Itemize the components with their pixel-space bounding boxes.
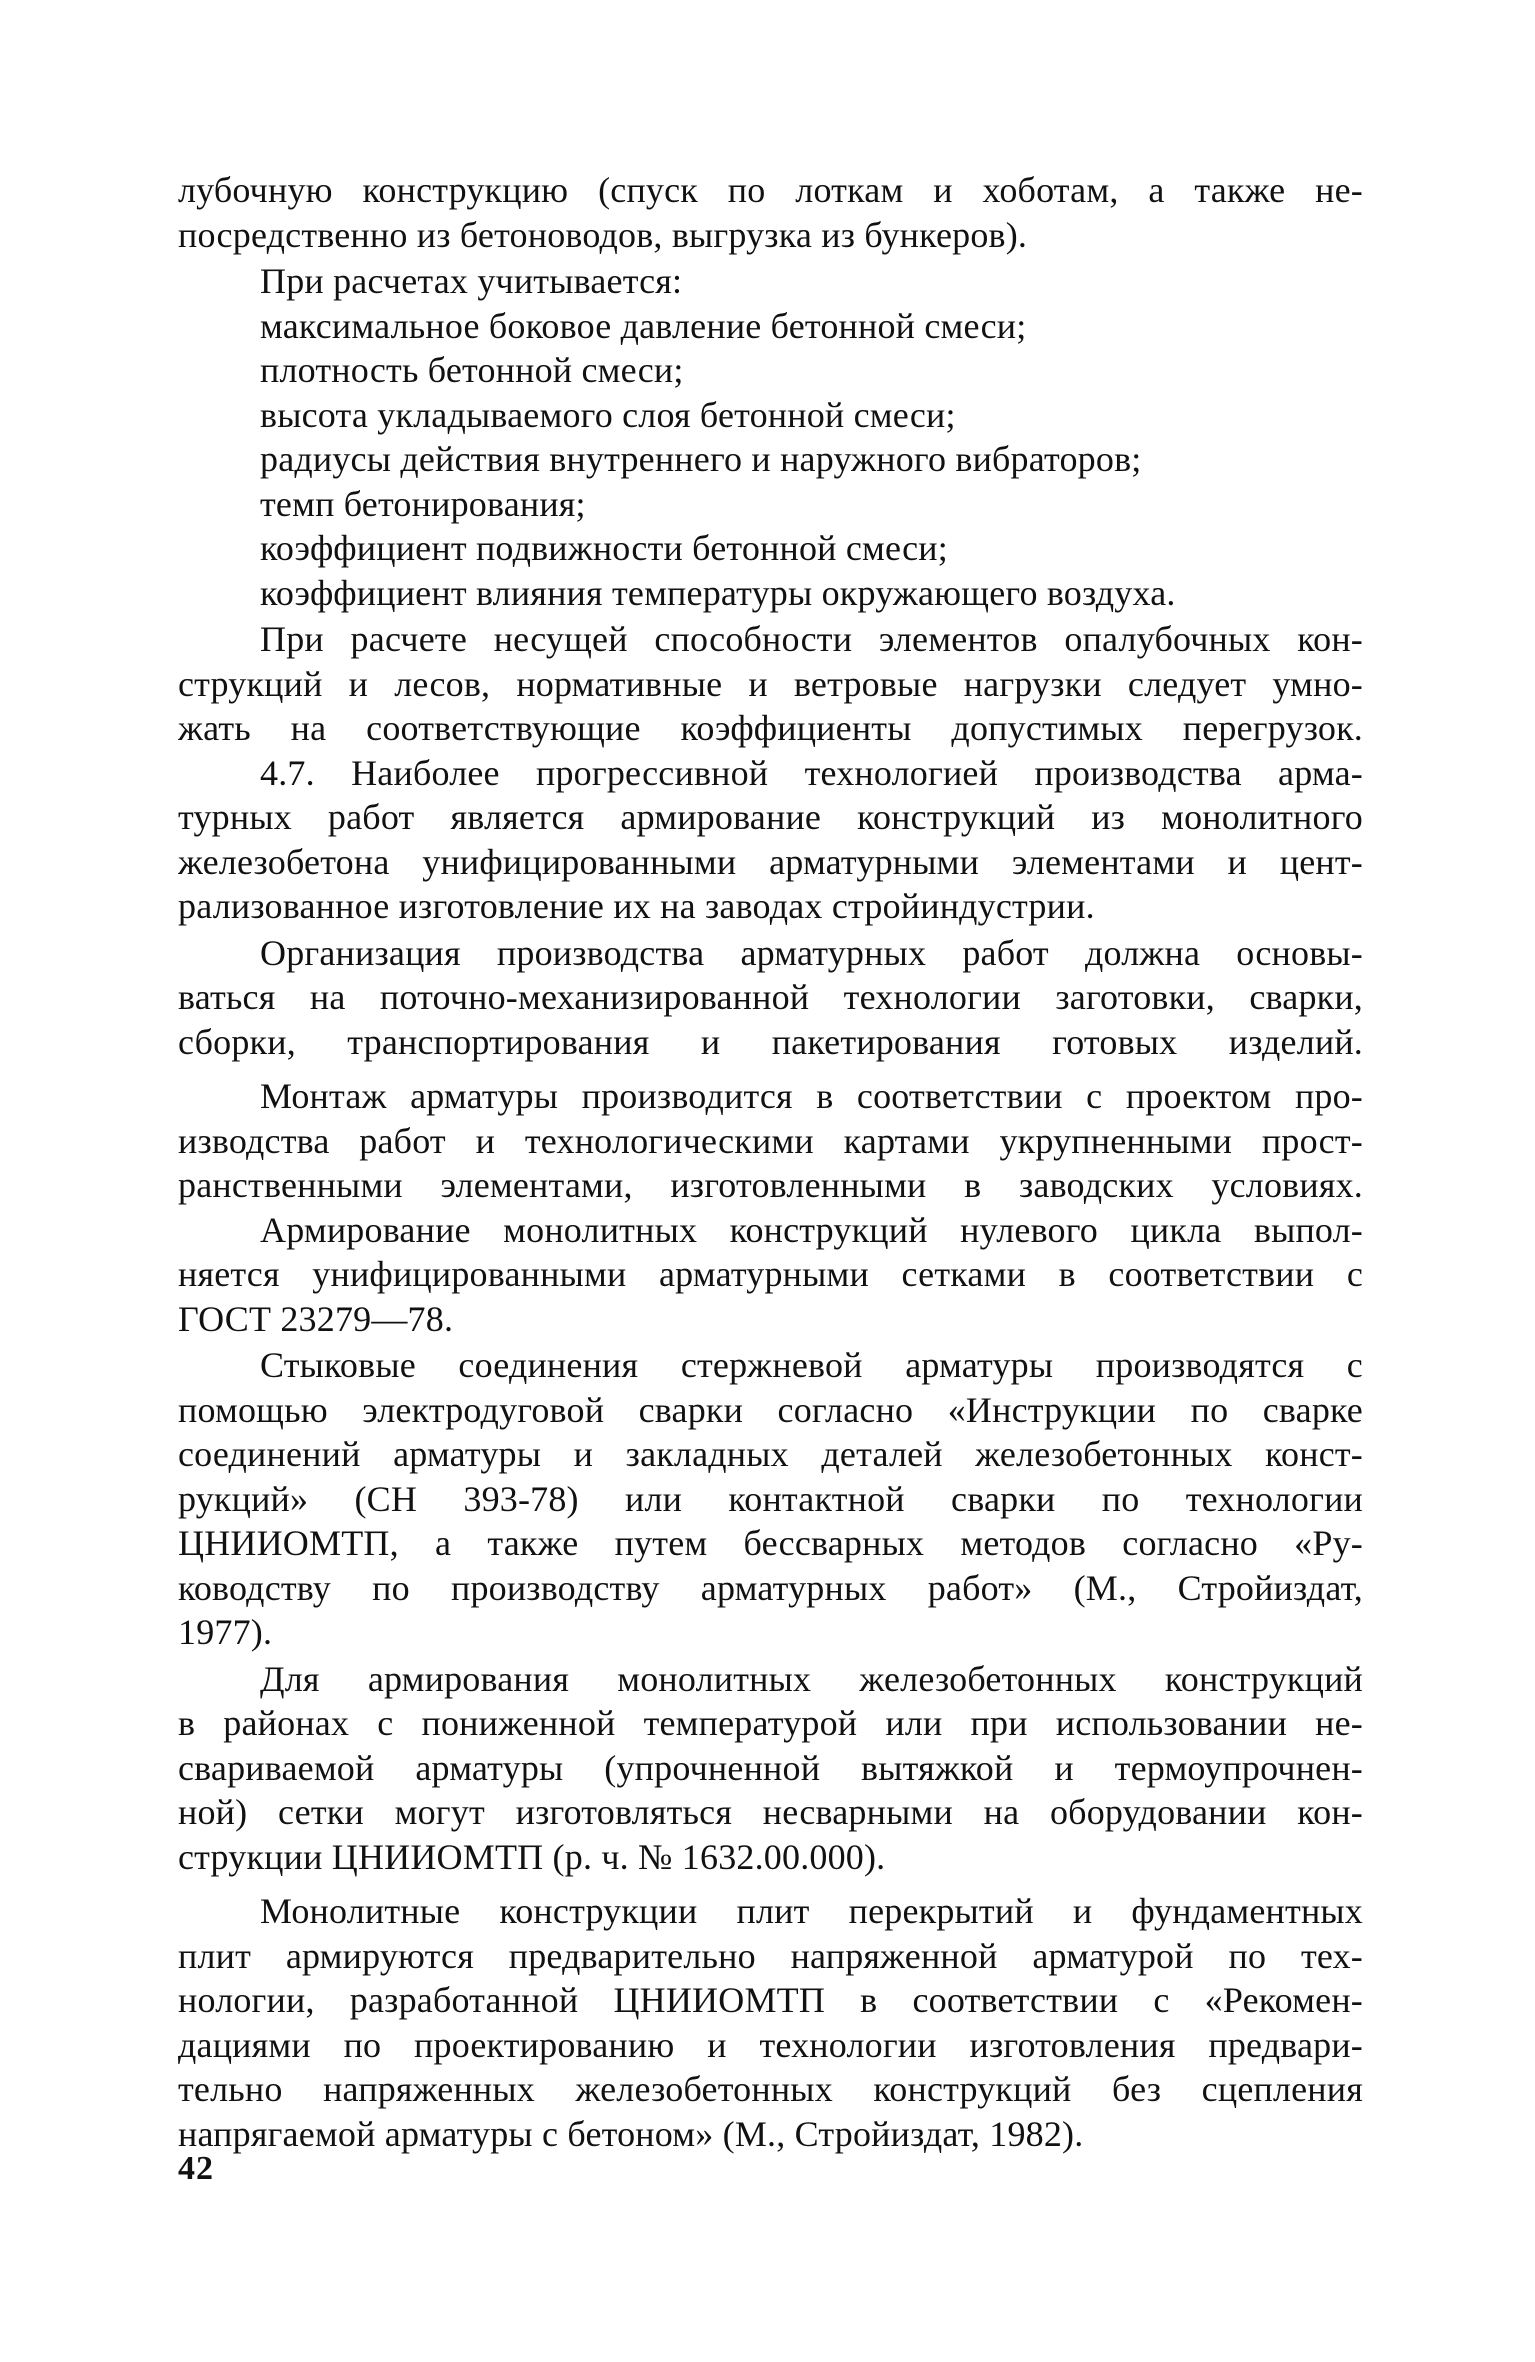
- text-line: посредственно из бетоноводов, выгрузка из бункеров).: [178, 214, 1028, 255]
- text-line: изводства работ и технологическими картами укрупненными прост-: [178, 1120, 1363, 1161]
- text-line: струкции ЦНИИОМТП (р. ч. № 1632.00.000).: [178, 1836, 886, 1877]
- text-line: свариваемой арматуры (упрочненной вытяжкой и термоупрочнен-: [178, 1747, 1363, 1788]
- text-line: Монтаж арматуры производится в соответствии с проектом про-: [260, 1076, 1363, 1116]
- body-text: [178, 168, 1363, 2156]
- page-number: 42: [178, 2150, 214, 2187]
- text-line: сборки, транспортирования и пакетирования готовых изделий.: [178, 1021, 1363, 1062]
- text-line: коэффициент влияния температуры окружающего воздуха.: [260, 572, 1176, 613]
- text-line: коэффициент подвижности бетонной смеси;: [260, 528, 948, 568]
- text-line: высота укладываемого слоя бетонной смеси;: [260, 394, 956, 435]
- text-line: Стыковые соединения стержневой арматуры производятся с: [260, 1345, 1363, 1385]
- text-line: Монолитные конструкции плит перекрытий и фундаментных: [260, 1891, 1363, 1931]
- text-line: плит армируются предварительно напряженной арматурой по тех-: [178, 1935, 1363, 1976]
- text-line: 4.7. Наиболее прогрессивной технологией производства арма-: [260, 752, 1363, 793]
- text-line: темп бетонирования;: [260, 483, 586, 524]
- text-line: радиусы действия внутреннего и наружного вибраторов;: [260, 439, 1142, 479]
- text-line: максимальное боковое давление бетонной смеси;: [260, 305, 1027, 346]
- text-line: тельно напряженных железобетонных конструкций без сцепления: [178, 2069, 1363, 2109]
- text-line: При расчете несущей способности элементов опалубочных кон-: [260, 619, 1363, 659]
- text-line: напрягаемой арматуры с бетоном» (М., Стройиздат, 1982).: [178, 2113, 1084, 2154]
- text-line: жать на соответствующие коэффициенты допустимых перегрузок.: [178, 708, 1363, 748]
- text-line: рукций» (СН 393-78) или контактной сварки по технологии: [178, 1478, 1363, 1519]
- text-line: помощью электродуговой сварки согласно «Инструкции по сварке: [178, 1389, 1363, 1430]
- text-line: ководству по производству арматурных работ» (М., Стройиздат,: [178, 1567, 1363, 1608]
- text-line: рализованное изготовление их на заводах стройиндустрии.: [178, 886, 1095, 926]
- text-line: Для армирования монолитных железобетонных конструкций: [260, 1658, 1363, 1699]
- text-line: 1977).: [178, 1612, 273, 1652]
- text-line: соединений арматуры и закладных деталей железобетонных конст-: [178, 1434, 1363, 1474]
- text-line: ЦНИИОМТП, а также путем бессварных методов согласно «Ру-: [178, 1523, 1363, 1563]
- text-line: Армирование монолитных конструкций нулевого цикла выпол-: [260, 1209, 1363, 1250]
- text-line: нологии, разработанной ЦНИИОМТП в соответствии с «Рекомен-: [178, 1980, 1363, 2020]
- text-line: ваться на поточно-механизированной технологии заготовки, сварки,: [178, 977, 1363, 1017]
- text-line: струкций и лесов, нормативные и ветровые нагрузки следует умно-: [178, 663, 1363, 704]
- text-line: железобетона унифицированными арматурными элементами и цент-: [178, 841, 1363, 882]
- text-line: няется унифицированными арматурными сетками в соответствии с: [178, 1254, 1363, 1294]
- text-line: ранственными элементами, изготовленными в заводских условиях.: [178, 1165, 1363, 1205]
- text-line: плотность бетонной смеси;: [260, 350, 684, 390]
- text-line: ной) сетки могут изготовляться несварными на оборудовании кон-: [178, 1792, 1363, 1832]
- text-line: в районах с пониженной температурой или при использовании не-: [178, 1703, 1363, 1743]
- text-line: лубочную конструкцию (спуск по лоткам и хоботам, а также не-: [178, 170, 1363, 210]
- text-line: ГОСТ 23279—78.: [178, 1298, 454, 1339]
- text-line: турных работ является армирование конструкций из монолитного: [178, 797, 1363, 837]
- text-line: Организация производства арматурных работ должна основы-: [260, 932, 1363, 973]
- text-line: дациями по проектированию и технологии изготовления предвари-: [178, 2024, 1363, 2065]
- text-line: При расчетах учитывается:: [260, 261, 683, 301]
